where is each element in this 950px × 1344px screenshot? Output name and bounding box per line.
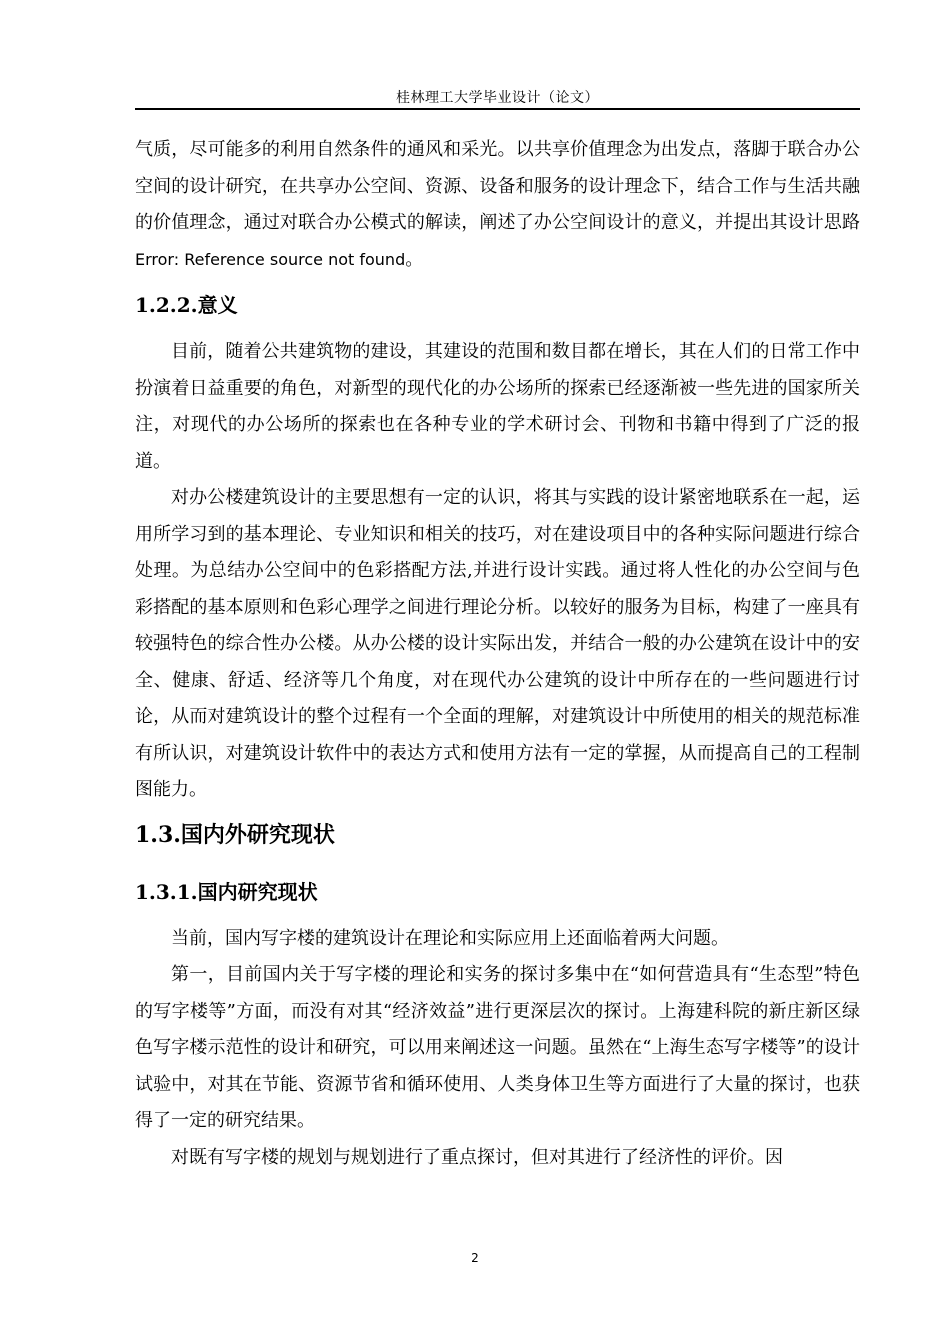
document-body xyxy=(135,132,860,1176)
heading-1-3-1: 1.3.1.国内研究现状 xyxy=(135,879,318,904)
paragraph-end: 。 xyxy=(405,248,424,270)
page-number: 2 xyxy=(471,1251,479,1265)
paragraph-1: 目前，随着公共建筑物的建设，其建设的范围和数目都在增长，其在人们的日常工作中扮演着日益重要的角色，对新型的现代化的办公场所的探索已经逐渐被一些先进的国家所关注，对现代的办公场所的探索也在各种专业的学术研讨会、刊物和书籍中得到了广泛的报道。 xyxy=(135,341,860,472)
paragraph-4: 第一，目前国内关于写字楼的理论和实务的探讨多集中在“如何营造具有“生态型”特色的写字楼等”方面，而没有对其“经济效益”进行更深层次的探讨。上海建科院的新庄新区绿色写字楼示范性的设计和研究，可以用来阐述这一问题。虽然在“上海生态写字楼等”的设计试验中，对其在节能、资源节省和循环使用、人类身体卫生等方面进行了大量的探讨，也获得了一定的研究结果。 xyxy=(135,964,860,1131)
paragraph-5: 对既有写字楼的规划与规划进行了重点探讨，但对其进行了经济性的评价。因 xyxy=(171,1146,783,1168)
heading-1-2-2: 1.2.2.意义 xyxy=(135,293,238,317)
paragraph-continued xyxy=(135,132,860,278)
paragraph-text: 气质，尽可能多的利用自然条件的通风和采光。以共享价值理念为出发点，落脚于联合办公空间的设计研究，在共享办公空间、资源、设备和服务的设计理念下，结合工作与生活共融的价值理念，通过对联合办公模式的解读，阐述了办公空间设计的意义，并提出其设计思路 xyxy=(135,139,860,233)
heading-1-3: 1.3.国内外研究现状 xyxy=(135,821,335,848)
running-header: 桂林理工大学毕业设计（论文） xyxy=(396,90,599,106)
header-rule xyxy=(135,108,860,110)
reference-error[interactable]: Error: Reference source not found xyxy=(135,249,406,269)
paragraph-2: 对办公楼建筑设计的主要思想有一定的认识，将其与实践的设计紧密地联系在一起，运用所学习到的基本理论、专业知识和相关的技巧，对在建设项目中的各种实际问题进行综合处理。为总结办公空间中的色彩搭配方法,并进行设计实践。通过将人性化的办公空间与色彩搭配的基本原则和色彩心理学之间进行理论分析。以较好的服务为目标，构建了一座具有较强特色的综合性办公楼。从办公楼的设计实际出发，并结合一般的办公建筑在设计中的安全、健康、舒适、经济等几个角度，对在现代办公建筑的设计中所存在的一些问题进行讨论，从而对建筑设计的整个过程有一个全面的理解，对建筑设计中所使用的相关的规范标准有所认识，对建筑设计软件中的表达方式和使用方法有一定的掌握，从而提高自己的工程制图能力。 xyxy=(135,487,860,800)
paragraph-3: 当前，国内写字楼的建筑设计在理论和实际应用上还面临着两大问题。 xyxy=(171,927,729,949)
